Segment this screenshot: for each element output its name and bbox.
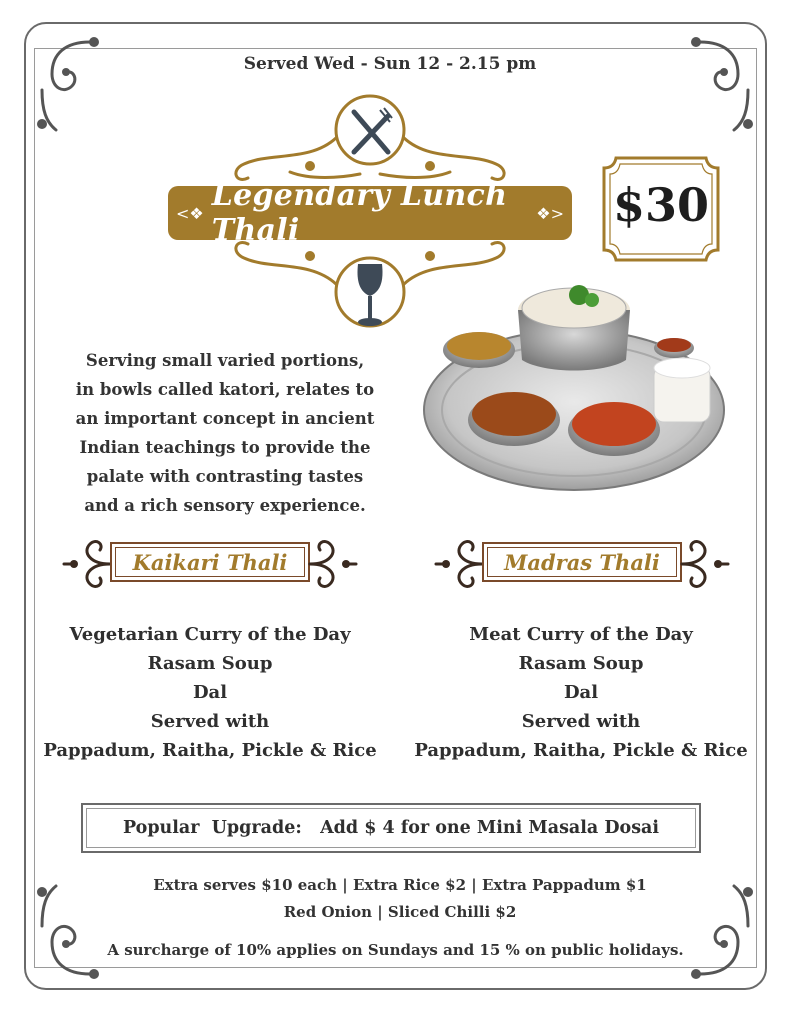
menu-item: Meat Curry of the Day <box>469 624 693 645</box>
intro-text <box>70 346 380 520</box>
fork-knife-icon <box>346 106 396 158</box>
madras-menu <box>411 620 751 765</box>
corner-swirl-icon <box>30 30 130 140</box>
extras-line-2: Red Onion | Sliced Chilli $2 <box>283 903 517 921</box>
intro-line: and a rich sensory experience. <box>84 496 366 515</box>
corner-swirl-icon <box>30 876 130 986</box>
page-title: Legendary Lunch Thali <box>211 178 508 248</box>
menu-item: Rasam Soup <box>147 653 273 674</box>
corner-swirl-icon <box>660 30 760 140</box>
surcharge-note: A surcharge of 10% applies on Sundays and 15 % on public holidays. <box>107 941 684 959</box>
menu-item: Served with <box>521 711 641 732</box>
thali-photo <box>404 270 744 530</box>
menu-item: Dal <box>563 682 599 703</box>
kaikari-title: Kaikari Thali <box>110 542 310 582</box>
intro-line: Serving small varied portions, <box>85 351 365 370</box>
intro-line: Indian teachings to provide the <box>79 438 371 457</box>
madras-title: Madras Thali <box>482 542 682 582</box>
upgrade-box <box>81 803 701 853</box>
upgrade-text: Popular Upgrade: Add $ 4 for one Mini Masala Dosai <box>122 818 660 838</box>
wine-glass-icon <box>352 262 388 328</box>
intro-line: palate with contrasting tastes <box>86 467 364 486</box>
ornament-right-icon: ❖> <box>536 203 564 223</box>
intro-line: an important concept in ancient <box>75 409 375 428</box>
madras-header <box>432 528 732 600</box>
extras-line-1: Extra serves $10 each | Extra Rice $2 | Extra Pappadum $1 <box>153 876 647 894</box>
ornament-left-icon: <❖ <box>176 203 204 223</box>
scroll-ornament-icon <box>672 534 732 594</box>
price: $30 <box>612 178 710 232</box>
extras <box>120 872 680 926</box>
menu-item: Pappadum, Raitha, Pickle & Rice <box>43 740 377 761</box>
menu-item: Dal <box>192 682 228 703</box>
kaikari-header <box>60 528 360 600</box>
intro-line: in bowls called katori, relates to <box>75 380 375 399</box>
service-hours: Served Wed - Sun 12 - 2.15 pm <box>243 54 537 74</box>
menu-item: Rasam Soup <box>518 653 644 674</box>
menu-item: Pappadum, Raitha, Pickle & Rice <box>414 740 748 761</box>
title-banner <box>168 178 572 248</box>
scroll-ornament-icon <box>300 534 360 594</box>
kaikari-menu <box>40 620 380 765</box>
menu-item: Served with <box>150 711 270 732</box>
menu-item: Vegetarian Curry of the Day <box>69 624 351 645</box>
